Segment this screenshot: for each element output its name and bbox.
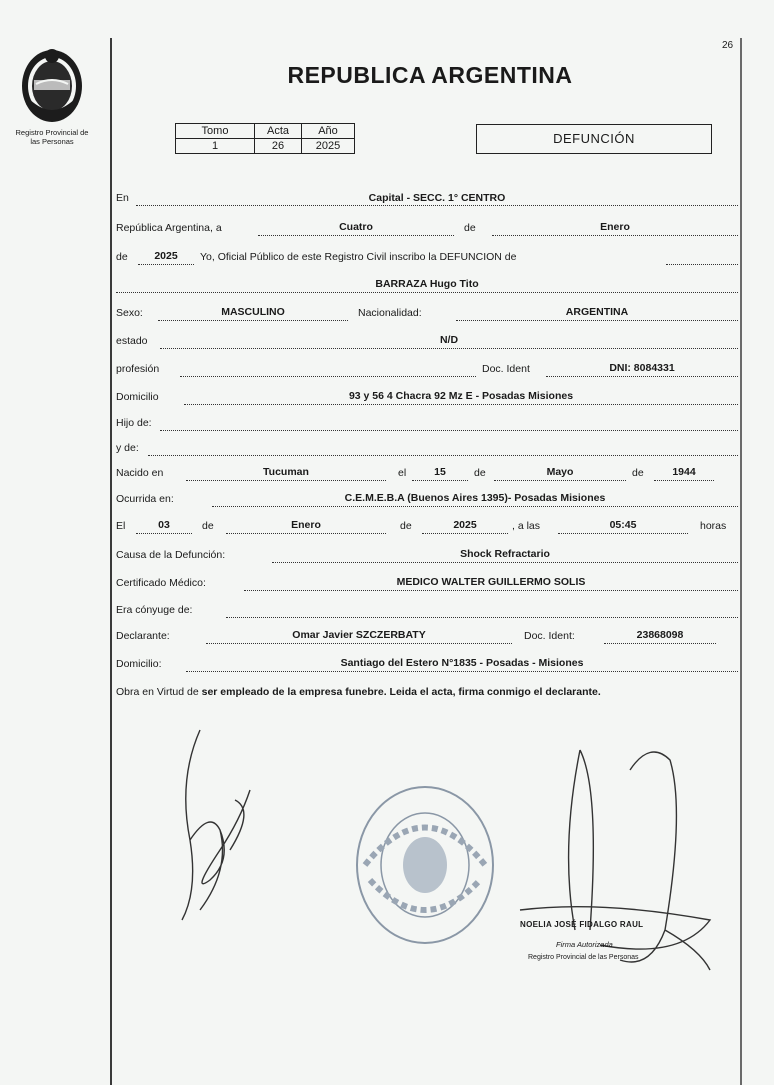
line-nacido-mes: [494, 480, 626, 481]
stamp-official-org: Registro Provincial de las Personas: [528, 954, 639, 961]
line-y-de: [148, 455, 738, 456]
label-doc-ident: Doc. Ident: [482, 363, 530, 375]
value-def-mes: Enero: [291, 519, 321, 531]
label-de-n2: de: [632, 467, 644, 479]
line-nacido-lugar: [186, 480, 386, 481]
line-nacionalidad: [456, 320, 738, 321]
stamp-official-name: NOELIA JOSÉ FIDALGO RAUL: [520, 920, 644, 929]
label-conyuge: Era cónyuge de:: [116, 604, 193, 616]
value-dia: Cuatro: [339, 221, 373, 233]
value-obra: ser empleado de la empresa funebre. Leida el acta, firma conmigo el declarante.: [201, 686, 601, 698]
obra-en-virtud: [116, 684, 738, 700]
coat-of-arms-icon: [14, 40, 90, 126]
value-nacido-mes: Mayo: [546, 466, 574, 478]
label-causa: Causa de la Defunción:: [116, 549, 226, 561]
label-declarante: Declarante:: [116, 630, 170, 642]
label-horas: horas: [700, 520, 727, 532]
label-hijo-de: Hijo de:: [116, 417, 152, 429]
line-sexo: [158, 320, 348, 321]
tomo-value: 1: [176, 139, 255, 154]
value-lugar: Capital - SECC. 1° CENTRO: [368, 192, 506, 204]
label-de-e2: de: [400, 520, 412, 532]
value-nacionalidad: ARGENTINA: [565, 306, 629, 318]
value-def-hora: 05:45: [609, 519, 637, 531]
label-estado: estado: [116, 335, 148, 347]
page-number: 26: [722, 40, 734, 51]
value-declarante-doc: 23868098: [636, 629, 684, 641]
line-medico: [244, 590, 738, 591]
acta-header: Acta: [255, 124, 302, 139]
line-def-mes: [226, 533, 386, 534]
stamp-official-role: Firma Autorizada: [556, 940, 613, 949]
value-anio: 2025: [154, 250, 178, 262]
value-nacido-lugar: Tucuman: [263, 466, 309, 478]
line-def-dia: [136, 533, 192, 534]
label-a-las: , a las: [512, 520, 541, 532]
line-nacido-anio: [654, 480, 714, 481]
value-nombre: BARRAZA Hugo Tito: [375, 278, 479, 290]
line-declarante-domicilio: [186, 671, 738, 672]
label-de2: de: [116, 251, 128, 263]
line-conyuge: [226, 617, 738, 618]
label-y-de: y de:: [116, 442, 139, 454]
label-de-n1: de: [474, 467, 486, 479]
value-medico: MEDICO WALTER GUILLERMO SOLIS: [396, 576, 586, 588]
value-def-dia: 03: [158, 519, 170, 531]
declarante-signature: [160, 720, 270, 930]
registry-logo: [12, 40, 92, 146]
line-filler: [666, 264, 738, 265]
label-domicilio2: Domicilio:: [116, 658, 162, 670]
tomo-header: Tomo: [176, 124, 255, 139]
label-obra: Obra en Virtud de: [116, 686, 199, 698]
label-en: En: [116, 192, 129, 204]
anio-value: 2025: [302, 139, 355, 154]
official-signature: [500, 730, 730, 990]
label-profesion: profesión: [116, 363, 160, 375]
line-domicilio: [184, 404, 738, 405]
line-dia: [258, 235, 454, 236]
line-mes: [492, 235, 738, 236]
label-ocurrida-en: Ocurrida en:: [116, 493, 174, 505]
acta-value: 26: [255, 139, 302, 154]
value-estado: N/D: [439, 334, 459, 346]
line-anio: [138, 264, 194, 265]
line-def-anio: [422, 533, 508, 534]
left-margin-line: [110, 38, 112, 1085]
value-nacido-anio: 1944: [672, 466, 696, 478]
line-hijo-de: [160, 430, 738, 431]
value-doc: DNI: 8084331: [609, 362, 675, 374]
label-republica: República Argentina, a: [116, 222, 222, 234]
reference-table: [175, 123, 355, 154]
registry-name: Registro Provincial de las Personas: [15, 128, 89, 146]
label-domicilio: Domicilio: [116, 391, 159, 403]
page-title: REPUBLICA ARGENTINA: [287, 62, 573, 88]
value-causa: Shock Refractario: [460, 548, 550, 560]
value-sexo: MASCULINO: [221, 306, 285, 318]
value-mes: Enero: [600, 221, 630, 233]
label-sexo: Sexo:: [116, 307, 143, 319]
right-margin-line: [740, 38, 742, 1085]
line-profesion: [180, 376, 476, 377]
registry-seal: [350, 780, 500, 950]
value-nacido-dia: 15: [434, 466, 446, 478]
line-nacido-dia: [412, 480, 468, 481]
line-declarante-doc: [604, 643, 716, 644]
label-de: de: [464, 222, 476, 234]
label-certificado: Certificado Médico:: [116, 577, 206, 589]
label-de-e1: de: [202, 520, 214, 532]
value-declarante-domicilio: Santiago del Estero N°1835 - Posadas - Misiones: [340, 657, 584, 669]
value-domicilio: 93 y 56 4 Chacra 92 Mz E - Posadas Misiones: [348, 390, 574, 402]
line-nombre: [116, 292, 738, 293]
line-lugar: [136, 205, 738, 206]
line-def-hora: [558, 533, 688, 534]
line-estado: [160, 348, 738, 349]
line-declarante: [206, 643, 512, 644]
value-declarante: Omar Javier SZCZERBATY: [292, 629, 426, 641]
label-el: el: [398, 467, 407, 479]
value-ocurrida: C.E.M.E.B.A (Buenos Aires 1395)- Posadas Misiones: [344, 492, 606, 504]
anio-header: Año: [302, 124, 355, 139]
label-nacionalidad: Nacionalidad:: [358, 307, 422, 319]
label-doc-ident2: Doc. Ident:: [524, 630, 575, 642]
label-yo-oficial: Yo, Oficial Público de este Registro Civil inscribo la DEFUNCION de: [200, 251, 517, 263]
line-doc: [546, 376, 738, 377]
label-nacido-en: Nacido en: [116, 467, 164, 479]
line-ocurrida: [212, 506, 738, 507]
label-el2: El: [116, 520, 126, 532]
document-type-box: DEFUNCIÓN: [476, 124, 712, 154]
line-causa: [272, 562, 738, 563]
value-def-anio: 2025: [453, 519, 477, 531]
